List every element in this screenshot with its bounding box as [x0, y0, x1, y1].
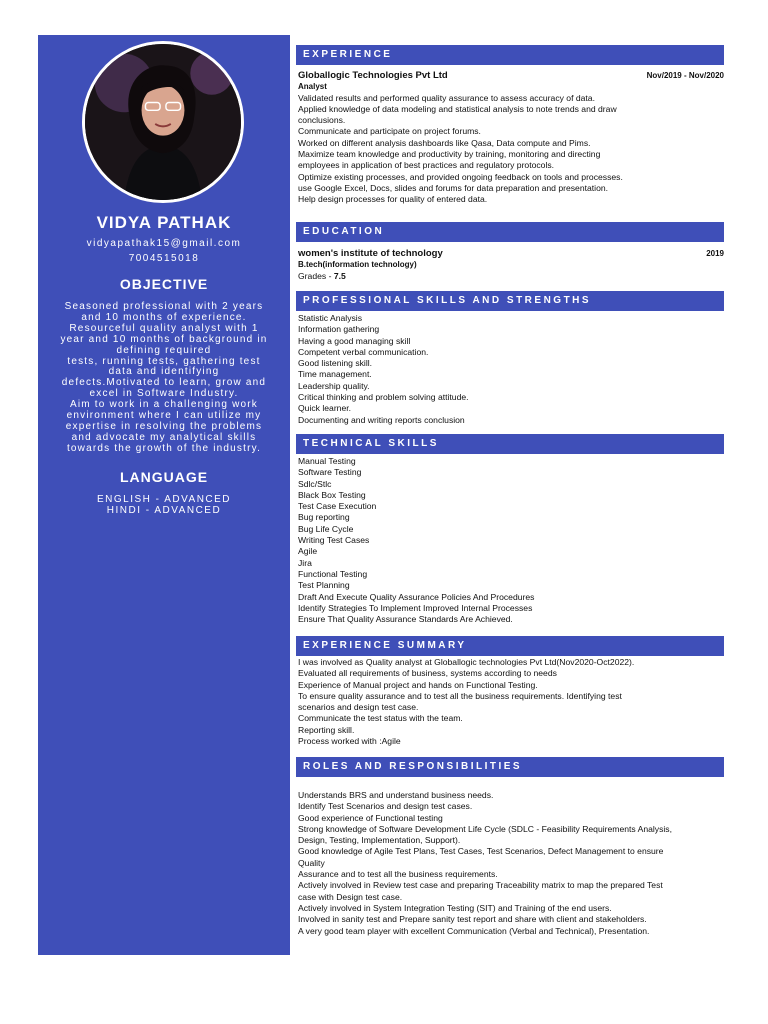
technical-skill-item: Test Case Execution	[298, 501, 377, 512]
roles-heading: ROLES AND RESPONSIBILITIES	[296, 757, 724, 777]
technical-skill-item: Functional Testing	[298, 568, 368, 579]
experience-line: Communicate and participate on project forums.	[298, 126, 481, 137]
technical-skill-item: Manual Testing	[298, 456, 356, 466]
skill-item: Having a good managing skill	[298, 335, 411, 346]
objective-line: Seasoned professional with 2 years	[64, 301, 264, 312]
role-line: Actively involved in Review test case and preparing Traceability matrix to map the prepared Test	[298, 880, 663, 891]
skill-item: Critical thinking and problem solving attitude.	[298, 392, 469, 403]
summary-line: To ensure quality assurance and to test all the business requirements. Identifying test	[298, 690, 622, 701]
skill-item: Time management.	[298, 369, 372, 380]
education-header-row	[298, 248, 724, 259]
role-line: Good experience of Functional testing	[298, 812, 443, 823]
candidate-name: VIDYA PATHAK	[96, 213, 232, 232]
experience-section	[298, 70, 724, 206]
objective-line: and 10 months of experience.	[81, 311, 247, 323]
technical-skill-item: Bug Life Cycle	[298, 523, 354, 534]
skill-item: Documenting and writing reports conclusion	[298, 414, 465, 425]
technical-skill-item: Software Testing	[298, 467, 362, 478]
role-line: Quality	[298, 857, 325, 868]
experience-line: conclusions.	[298, 115, 346, 126]
experience-dates: Nov/2019 - Nov/2020	[646, 71, 724, 80]
experience-line: Applied knowledge of data modeling and statistical analysis to note trends and draw	[298, 103, 617, 114]
summary-line: Reporting skill.	[298, 724, 355, 735]
sidebar	[38, 35, 290, 955]
experience-line: Help design processes for quality of entered data.	[298, 194, 488, 205]
professional-skills-list	[298, 313, 724, 426]
technical-skill-item: Identify Strategies To Implement Improved Internal Processes	[298, 602, 533, 613]
role-line: Actively involved in System Integration Testing (SIT) and Training of the end users.	[298, 902, 612, 913]
objective-line: defects.Motivated to learn, grow and	[61, 377, 267, 389]
role-line: Identify Test Scenarios and design test cases.	[298, 801, 473, 812]
job-role: Analyst	[298, 82, 327, 92]
roles-section	[298, 790, 724, 937]
summary-line: Evaluated all requirements of business, systems according to needs	[298, 668, 557, 679]
technical-skill-item: Sdlc/Stlc	[298, 478, 332, 489]
role-line: Assurance and to test all the business requirements.	[298, 869, 498, 880]
objective-line: environment where I can utilize my	[66, 410, 262, 422]
objective-line: defining required	[116, 344, 212, 356]
experience-header-row	[298, 70, 724, 81]
technical-skill-item: Ensure That Quality Assurance Standards Are Achieved.	[298, 614, 513, 625]
email-address: vidyapathak15@gmail.com	[86, 238, 242, 249]
technical-skill-item: Draft And Execute Quality Assurance Policies And Procedures	[298, 591, 535, 602]
summary-line: I was involved as Quality analyst at Globallogic technologies Pvt Ltd(Nov2020-Oct2022).	[298, 657, 635, 667]
experience-summary-section	[298, 657, 724, 747]
role-line: A very good team player with excellent Communication (Verbal and Technical), Presentation.	[298, 925, 650, 936]
experience-summary-heading: EXPERIENCE SUMMARY	[296, 636, 724, 656]
language-hindi: HINDI - ADVANCED	[106, 505, 222, 516]
skill-item: Competent verbal communication.	[298, 346, 429, 357]
grades-label: Grades -	[298, 270, 334, 281]
skill-item: Leadership quality.	[298, 380, 370, 391]
experience-heading: EXPERIENCE	[296, 45, 724, 65]
technical-skill-item: Bug reporting	[298, 512, 350, 523]
skill-item: Information gathering	[298, 324, 380, 335]
technical-skill-item: Black Box Testing	[298, 489, 366, 500]
institute-name: women's institute of technology	[298, 248, 443, 259]
role-line: Strong knowledge of Software Development Life Cycle (SDLC - Feasibility Requirements Analysis,	[298, 823, 672, 834]
objective-line: Aim to work in a challenging work	[70, 399, 258, 411]
objective-heading: OBJECTIVE	[119, 276, 209, 292]
objective-line: tests, running tests, gathering test	[67, 355, 261, 367]
technical-skill-item: Agile	[298, 546, 318, 557]
grades-value: 7.5	[333, 270, 346, 281]
technical-skills-list	[298, 456, 724, 625]
summary-line: Experience of Manual project and hands on Functional Testing.	[298, 679, 538, 690]
role-line: Involved in sanity test and Prepare sanity test report and share with client and stakeholders.	[298, 914, 647, 925]
language-heading: LANGUAGE	[119, 469, 209, 485]
role-line: Design, Testing, Implementation, Support).	[298, 835, 461, 846]
summary-line: Communicate the test status with the team.	[298, 713, 463, 724]
role-line: Understands BRS and understand business needs.	[298, 790, 494, 800]
grades	[298, 271, 724, 282]
technical-skills-heading: TECHNICAL SKILLS	[296, 434, 724, 454]
profile-photo-image	[85, 44, 241, 200]
technical-skill-item: Test Planning	[298, 580, 350, 591]
objective-line: excel in Software Industry.	[89, 388, 239, 400]
language-english: ENGLISH - ADVANCED	[96, 494, 232, 505]
degree: B.tech(information technology)	[298, 260, 417, 270]
education-heading: EDUCATION	[296, 222, 724, 242]
technical-skill-item: Writing Test Cases	[298, 535, 370, 546]
education-section	[298, 248, 724, 282]
objective-line: towards the growth of the industry.	[66, 442, 262, 454]
graduation-year: 2019	[706, 249, 724, 258]
summary-line: Process worked with :Agile	[298, 736, 401, 747]
objective-line: year and 10 months of background in	[60, 333, 268, 345]
professional-skills-heading: PROFESSIONAL SKILLS AND STRENGTHS	[296, 291, 724, 311]
objective-line: data and identifying	[108, 366, 220, 378]
company-name: Globallogic Technologies Pvt Ltd	[298, 70, 448, 81]
skill-item: Statistic Analysis	[298, 313, 362, 323]
role-line: case with Design test case.	[298, 891, 403, 902]
summary-line: scenarios and design test case.	[298, 702, 419, 713]
experience-line: Maximize team knowledge and productivity by training, monitoring and directing	[298, 149, 601, 160]
skill-item: Quick learner.	[298, 403, 352, 414]
phone-number: 7004515018	[128, 253, 200, 264]
objective-text	[52, 302, 276, 455]
experience-line: Worked on different analysis dashboards like Qasa, Data compute and Pims.	[298, 137, 591, 148]
role-line: Good knowledge of Agile Test Plans, Test Cases, Test Scenarios, Defect Management to ensure	[298, 846, 664, 857]
experience-line: employees in application of best practices and regulatory protocols.	[298, 160, 555, 171]
objective-line: and advocate my analytical skills	[71, 431, 257, 443]
experience-line: Validated results and performed quality assurance to assess accuracy of data.	[298, 92, 595, 103]
objective-line: expertise in resolving the problems	[65, 420, 263, 432]
objective-line: Resourceful quality analyst with 1	[69, 322, 259, 334]
experience-line: use Google Excel, Docs, slides and forums for data preparation and presentation.	[298, 182, 609, 193]
skill-item: Good listening skill.	[298, 358, 373, 369]
profile-photo	[82, 41, 244, 203]
experience-line: Optimize existing processes, and provided ongoing feedback on tools and processes.	[298, 171, 623, 182]
technical-skill-item: Jira	[298, 557, 312, 568]
